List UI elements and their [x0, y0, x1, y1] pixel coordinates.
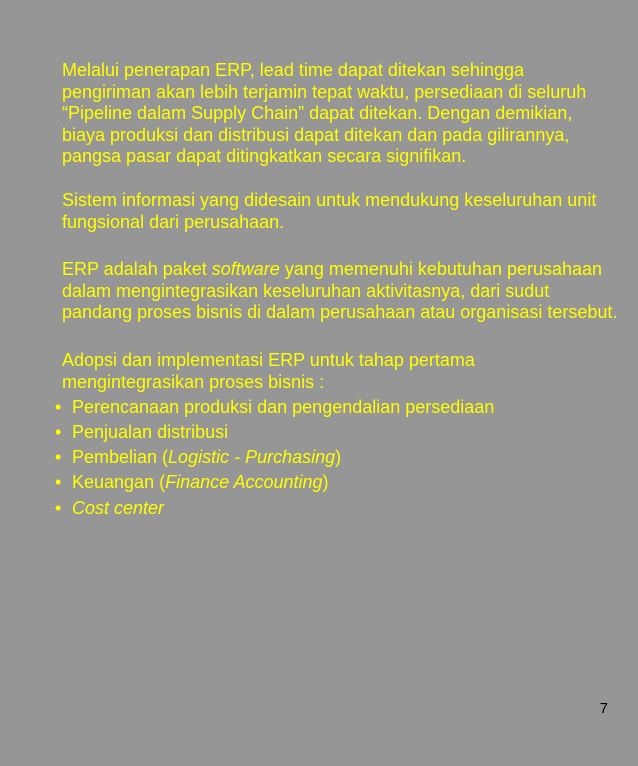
list-item — [55, 397, 611, 419]
bullet-icon: • — [55, 397, 62, 418]
bullet-text: Penjualan distribusi — [72, 422, 229, 443]
bullet-text-italic: Logistic - Purchasing — [168, 447, 336, 468]
page-number: 7 — [599, 700, 608, 717]
list-item — [55, 498, 611, 520]
bullet-icon: • — [55, 497, 62, 518]
paragraph-erp-system-definition: Sistem informasi yang didesain untuk mendukung keseluruhan unit fungsional dari perusahaan. — [62, 189, 597, 232]
bullet-text: Perencanaan produksi dan pengendalian persediaan — [72, 397, 495, 418]
list-item-text — [72, 447, 341, 469]
list-item — [55, 447, 611, 469]
bullet-text-after: ) — [322, 472, 329, 493]
paragraph-erp-package-definition — [62, 259, 618, 324]
list-item — [55, 472, 611, 494]
list-item — [55, 422, 611, 444]
list-item-text — [72, 422, 228, 444]
paragraph-erp-benefits: Melalui penerapan ERP, lead time dapat ditekan sehingga pengiriman akan lebih terjamin tepat waktu, persediaan di seluruh “Pipeline dalam Supply Chain” dapat ditekan. Dengan demikian, biaya produksi dan distribusi dapat ditekan dan pada gilirannya, pangsa pasar dapat ditingkatkan secara signifikan. — [62, 60, 587, 167]
p3-text-before: ERP adalah paket — [62, 259, 212, 280]
slide-content — [55, 60, 618, 523]
bullet-text-after: ) — [335, 447, 342, 468]
bullet-text-italic: Cost center — [72, 497, 165, 518]
p3-software-italic: software — [211, 259, 280, 280]
business-process-list — [55, 397, 611, 519]
bullet-icon: • — [55, 422, 62, 443]
paragraph-erp-adoption-intro: Adopsi dan implementasi ERP untuk tahap pertama mengintegrasikan proses bisnis : — [62, 349, 475, 392]
bullet-text-before: Keuangan ( — [72, 472, 166, 493]
list-item-text — [72, 472, 329, 494]
bullet-icon: • — [55, 447, 62, 468]
list-item-text — [72, 397, 494, 419]
list-item-text — [72, 498, 164, 520]
bullet-text-before: Pembelian ( — [72, 447, 169, 468]
bullet-icon: • — [55, 472, 62, 493]
p3-text-after: yang memenuhi kebutuhan perusahaan dalam mengintegrasikan keseluruhan aktivitasnya, dari sudut pandang proses bisnis di dalam perusahaan atau organisasi tersebut. — [62, 259, 618, 323]
bullet-text-italic: Finance Accounting — [165, 472, 323, 493]
